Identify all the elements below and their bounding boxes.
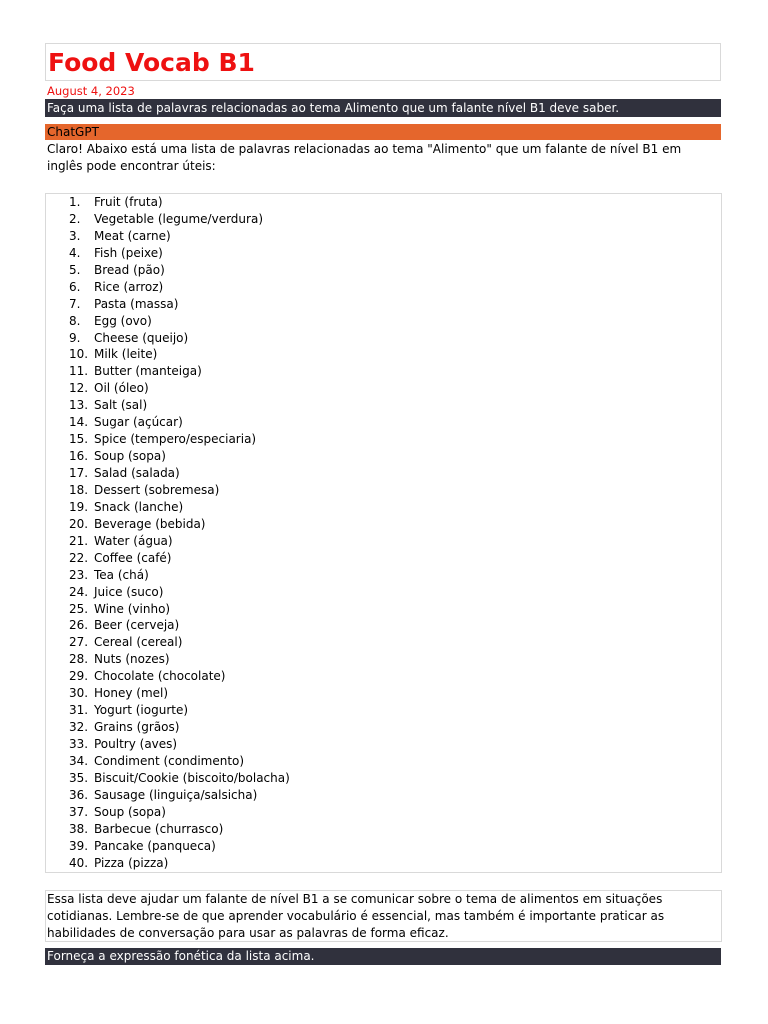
list-item-number: 37.: [69, 804, 89, 819]
list-item: [69, 719, 290, 736]
response-outro: Essa lista deve ajudar um falante de nível B1 a se comunicar sobre o tema de alimentos em situações cotidianas. Lembre-se de que aprender vocabulário é essencial, mas também é importante praticar as habilidades de conversação para usar as palavras de forma eficaz.: [47, 892, 665, 940]
list-item: [69, 380, 290, 397]
list-item-text: Nuts (nozes): [94, 652, 170, 667]
list-item-text: Milk (leite): [94, 347, 158, 362]
user-prompt-text: Faça uma lista de palavras relacionadas ao tema Alimento que um falante nível B1 deve saber.: [47, 101, 620, 115]
list-item-text: Fish (peixe): [94, 245, 163, 260]
list-item-text: Chocolate (chocolate): [94, 669, 226, 684]
list-item-number: 30.: [69, 686, 89, 701]
list-item-number: 40.: [69, 855, 89, 870]
list-item: [69, 550, 290, 567]
list-item: [69, 584, 290, 601]
list-item: [69, 397, 290, 414]
list-item: [69, 668, 290, 685]
list-item-number: 38.: [69, 821, 89, 836]
list-item: [69, 431, 290, 448]
list-item-number: 12.: [69, 381, 89, 396]
list-item: [69, 211, 290, 228]
list-item-text: Meat (carne): [94, 228, 171, 243]
list-item-number: 1.: [69, 195, 81, 209]
list-item: [69, 516, 290, 533]
list-item-text: Oil (óleo): [94, 381, 149, 396]
list-item-text: Spice (tempero/especiaria): [94, 432, 257, 447]
list-item-text: Poultry (aves): [94, 737, 178, 751]
list-item: [69, 346, 290, 363]
list-item-text: Wine (vinho): [94, 601, 171, 616]
next-user-prompt-bar: [45, 948, 721, 965]
list-item-text: Egg (ovo): [94, 313, 152, 328]
list-item-number: 18.: [69, 482, 89, 497]
list-item: [69, 330, 290, 347]
list-item-number: 39.: [69, 838, 89, 853]
list-item-text: Pasta (massa): [94, 296, 179, 311]
list-item-number: 3.: [69, 228, 81, 243]
list-item-number: 6.: [69, 279, 81, 294]
list-item-number: 4.: [69, 245, 81, 260]
list-item-number: 5.: [69, 262, 81, 277]
list-item: [69, 499, 290, 516]
list-item-text: Water (água): [94, 533, 173, 548]
list-item-number: 21.: [69, 533, 89, 548]
list-item-text: Barbecue (churrasco): [94, 821, 224, 836]
list-item-text: Dessert (sobremesa): [94, 482, 220, 497]
list-item-text: Cereal (cereal): [94, 635, 183, 650]
user-prompt-bar: [45, 99, 721, 117]
list-item: [69, 838, 290, 855]
list-item-number: 13.: [69, 398, 89, 413]
list-item-number: 24.: [69, 584, 89, 599]
list-item: [69, 414, 290, 431]
list-item-text: Juice (suco): [94, 584, 164, 599]
list-item: [69, 363, 290, 380]
list-item-text: Rice (arroz): [94, 279, 164, 294]
list-item: [69, 685, 290, 702]
list-item: [69, 194, 290, 211]
list-item-text: Cheese (queijo): [94, 330, 189, 345]
list-item-text: Pancake (panqueca): [94, 838, 216, 853]
list-item-text: Vegetable (legume/verdura): [94, 211, 264, 226]
list-item-number: 27.: [69, 635, 89, 650]
list-item-number: 25.: [69, 601, 89, 616]
list-item-text: Salt (sal): [94, 398, 148, 413]
list-item-number: 16.: [69, 449, 89, 464]
list-item-text: Fruit (fruta): [94, 195, 163, 209]
list-item: [69, 651, 290, 668]
list-item-number: 28.: [69, 652, 89, 667]
list-item-text: Grains (grãos): [94, 720, 180, 735]
list-item-text: Beer (cerveja): [94, 618, 180, 633]
list-item: [69, 855, 290, 872]
list-item-number: 7.: [69, 296, 81, 311]
list-item-number: 26.: [69, 618, 89, 633]
list-item-text: Salad (salada): [94, 466, 180, 480]
list-item: [69, 228, 290, 245]
assistant-label-bar: [45, 124, 721, 140]
list-item-number: 9.: [69, 330, 81, 345]
list-item: [69, 770, 290, 787]
list-item-number: 20.: [69, 516, 89, 531]
assistant-label: ChatGPT: [47, 125, 99, 139]
list-item-number: 31.: [69, 703, 89, 718]
list-item-number: 33.: [69, 737, 89, 751]
vocab-list-box: [45, 193, 722, 873]
list-item: [69, 736, 290, 753]
list-item: [69, 296, 290, 313]
list-item-text: Snack (lanche): [94, 499, 184, 514]
list-item: [69, 821, 290, 838]
vocab-list: [69, 194, 290, 872]
list-item-text: Condiment (condimento): [94, 753, 245, 768]
response-intro: Claro! Abaixo está uma lista de palavras relacionadas ao tema "Alimento" que um falante de nível B1 em inglês pode encontrar úteis:: [47, 142, 682, 173]
list-item-text: Biscuit/Cookie (biscoito/bolacha): [94, 770, 290, 785]
list-item-number: 32.: [69, 720, 89, 735]
list-item-text: Beverage (bebida): [94, 516, 206, 531]
list-item: [69, 262, 290, 279]
list-item: [69, 465, 290, 482]
next-user-prompt-text: Forneça a expressão fonética da lista acima.: [47, 949, 315, 963]
list-item: [69, 617, 290, 634]
list-item-number: 36.: [69, 787, 89, 802]
list-item: [69, 245, 290, 262]
list-item: [69, 702, 290, 719]
list-item-number: 22.: [69, 550, 89, 565]
list-item-text: Tea (chá): [94, 567, 149, 582]
list-item-text: Coffee (café): [94, 550, 172, 565]
list-item: [69, 567, 290, 584]
list-item: [69, 279, 290, 296]
list-item-number: 35.: [69, 770, 89, 785]
list-item-text: Pizza (pizza): [94, 855, 169, 870]
list-item-number: 17.: [69, 466, 89, 480]
list-item-number: 11.: [69, 364, 89, 379]
page-title: Food Vocab B1: [48, 48, 255, 77]
list-item-text: Soup (sopa): [94, 449, 166, 464]
list-item-number: 34.: [69, 753, 89, 768]
list-item-text: Sugar (açúcar): [94, 415, 183, 430]
list-item: [69, 448, 290, 465]
list-item-number: 15.: [69, 432, 89, 447]
list-item-text: Yogurt (iogurte): [94, 703, 189, 718]
list-item-number: 19.: [69, 499, 89, 514]
list-item-number: 8.: [69, 313, 81, 328]
list-item-number: 23.: [69, 567, 89, 582]
list-item-text: Honey (mel): [94, 686, 169, 701]
list-item-number: 29.: [69, 669, 89, 684]
list-item: [69, 804, 290, 821]
list-item: [69, 634, 290, 651]
list-item: [69, 533, 290, 550]
list-item-number: 2.: [69, 211, 81, 226]
list-item-number: 10.: [69, 347, 89, 362]
list-item: [69, 482, 290, 499]
list-item: [69, 787, 290, 804]
list-item-text: Butter (manteiga): [94, 364, 202, 379]
list-item-number: 14.: [69, 415, 89, 430]
list-item: [69, 313, 290, 330]
title-box: [45, 43, 721, 81]
response-outro-box: [45, 890, 722, 942]
conversation-date: August 4, 2023: [47, 84, 135, 98]
list-item: [69, 601, 290, 618]
list-item-text: Soup (sopa): [94, 804, 166, 819]
list-item-text: Sausage (linguiça/salsicha): [94, 787, 258, 802]
list-item-text: Bread (pão): [94, 262, 165, 277]
list-item: [69, 753, 290, 770]
